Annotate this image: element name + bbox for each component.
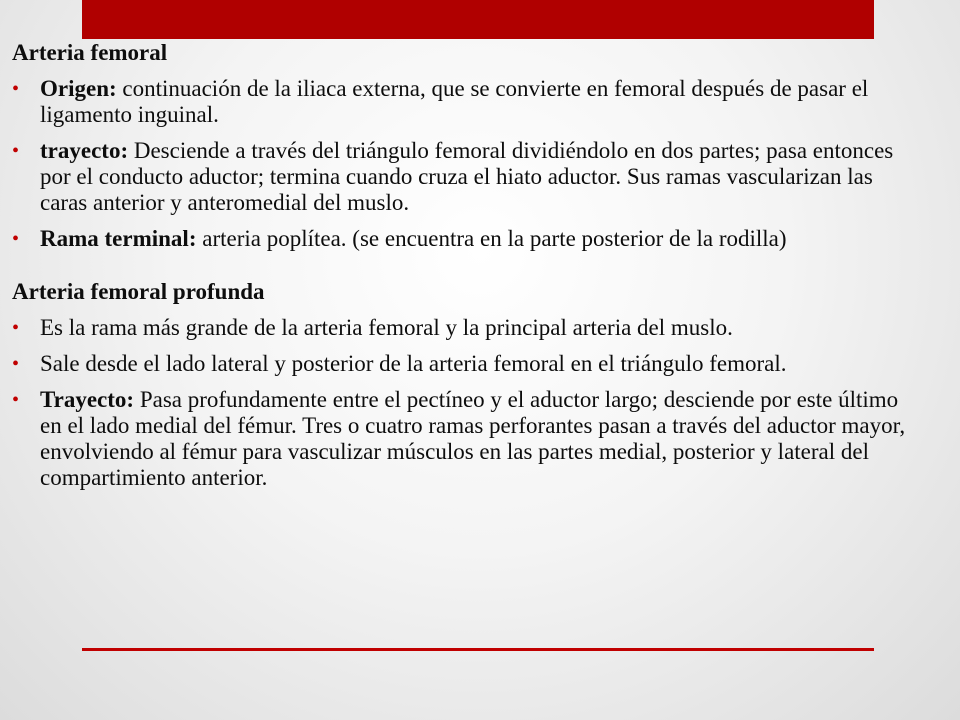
item-text: continuación de la iliaca externa, que se convierte en femoral después de pasar el ligamento inguinal. (40, 76, 869, 127)
item-label: Trayecto: (40, 387, 135, 412)
list-arteria-femoral-profunda (12, 315, 912, 491)
item-text: arteria poplítea. (se encuentra en la parte posterior de la rodilla) (196, 226, 787, 251)
list-item (12, 387, 912, 491)
item-text: Pasa profundamente entre el pectíneo y el aductor largo; desciende por este último en el lado medial del fémur. Tres o cuatro ramas perforantes pasan a través del aductor mayor, envolviendo al fémur para vasculizar músculos en las partes medial, posterior y lateral del compartimiento anterior. (40, 387, 906, 490)
heading-arteria-femoral: Arteria femoral (12, 40, 168, 65)
bullet-icon: • (12, 228, 20, 250)
heading-arteria-femoral-profunda: Arteria femoral profunda (12, 279, 265, 304)
slide-content (12, 40, 912, 501)
bullet-icon: • (12, 389, 20, 411)
bullet-icon: • (12, 78, 20, 100)
bottom-accent-rule (82, 648, 874, 651)
item-text: Desciende a través del triángulo femoral dividiéndolo en dos partes; pasa entonces por el conducto aductor; termina cuando cruza el hiato aductor. Sus ramas vascularizan las caras anterior y anteromedial del muslo. (40, 138, 894, 215)
bullet-icon: • (12, 140, 20, 162)
list-item (12, 351, 912, 377)
item-label: Origen: (40, 76, 117, 101)
list-item (12, 138, 912, 216)
item-text: Sale desde el lado lateral y posterior de la arteria femoral en el triángulo femoral. (40, 351, 787, 376)
item-label: Rama terminal: (40, 226, 197, 251)
list-arteria-femoral (12, 76, 912, 252)
top-accent-bar (82, 0, 874, 39)
list-item (12, 226, 912, 252)
list-item (12, 76, 912, 128)
bullet-icon: • (12, 317, 20, 339)
list-item (12, 315, 912, 341)
item-text: Es la rama más grande de la arteria femoral y la principal arteria del muslo. (40, 315, 733, 340)
bullet-icon: • (12, 353, 20, 375)
item-label: trayecto: (40, 138, 129, 163)
